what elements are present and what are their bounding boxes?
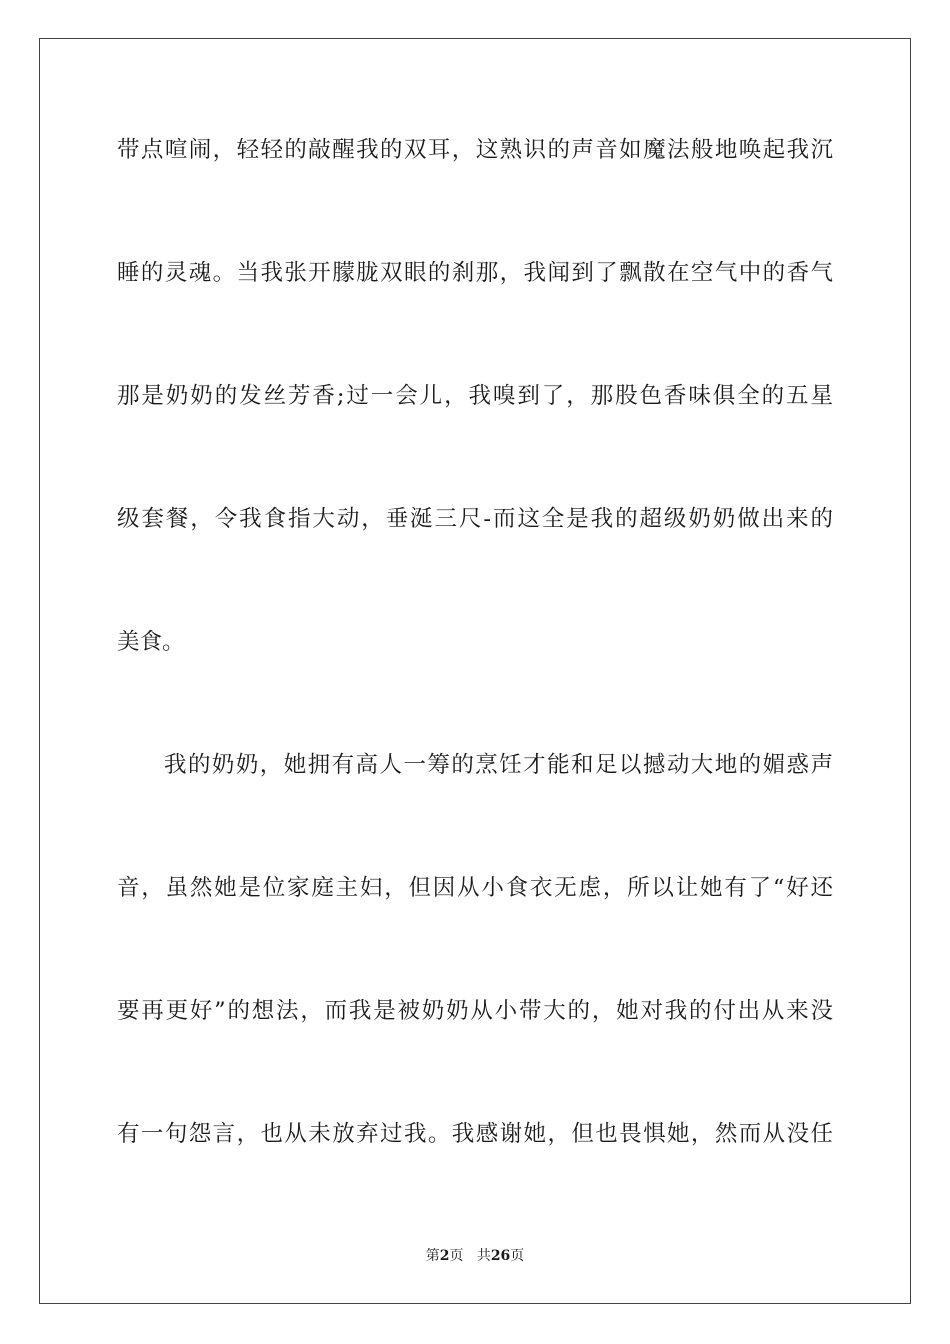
page-number: 2 (439, 1248, 450, 1264)
page-suffix: 页 (449, 1248, 464, 1264)
text-line-2: 睡的灵魂。当我张开朦胧双眼的刹那，我闻到了飘散在空气中的香气 (117, 260, 833, 286)
page-prefix: 第 (425, 1248, 440, 1264)
text-line-5: 美食。 (117, 629, 185, 655)
total-suffix: 页 (510, 1248, 525, 1264)
text-line-9: 有一句怨言，也从未放弃过我。我感谢她，但也畏惧她，然而从没任 (117, 1121, 833, 1147)
text-line-6: 我的奶奶，她拥有高人一筹的烹饪才能和足以撼动大地的媚惑声 (164, 752, 833, 778)
text-line-7: 音，虽然她是位家庭主妇，但因从小食衣无虑，所以让她有了“好还 (117, 875, 833, 901)
text-line-1: 带点喧闹，轻轻的敲醒我的双耳，这熟识的声音如魔法般地唤起我沉 (117, 137, 833, 163)
text-line-3: 那是奶奶的发丝芳香;过一会儿，我嗅到了，那股色香味俱全的五星 (117, 383, 833, 409)
text-line-4: 级套餐，令我食指大动，垂涎三尺-而这全是我的超级奶奶做出来的 (117, 506, 833, 532)
text-line-8: 要再更好”的想法，而我是被奶奶从小带大的，她对我的付出从来没 (117, 998, 833, 1024)
page-border (39, 38, 911, 1304)
page-footer (0, 1246, 950, 1266)
total-prefix: 共 (476, 1248, 491, 1264)
total-pages: 26 (490, 1248, 511, 1264)
